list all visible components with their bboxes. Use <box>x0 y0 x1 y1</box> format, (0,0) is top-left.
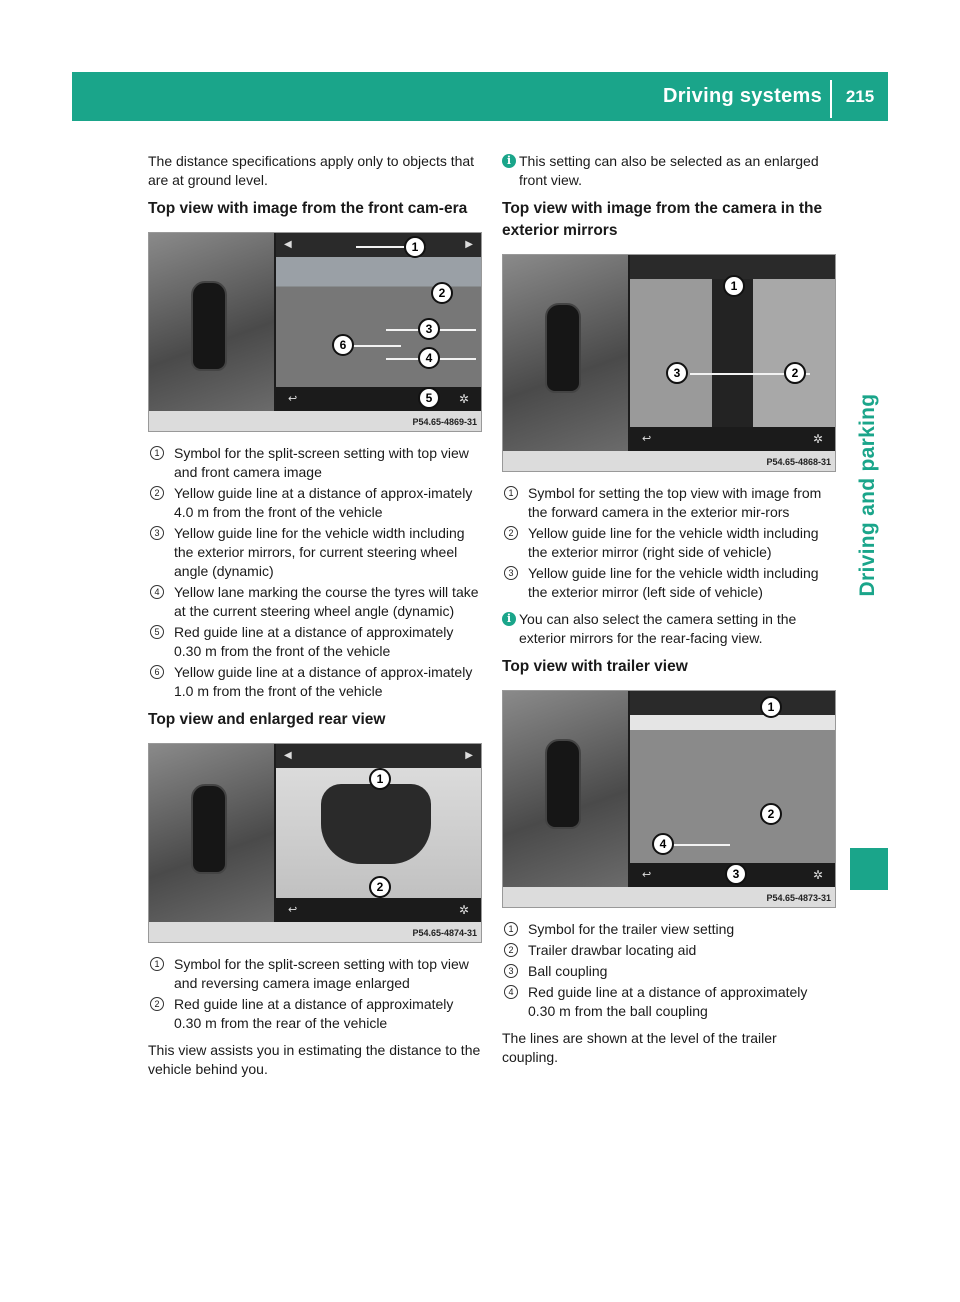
legend-front-camera <box>148 444 482 701</box>
legend-number: 6 <box>150 665 164 679</box>
callout-5: 5 <box>418 387 440 409</box>
legend-item <box>148 623 482 661</box>
camera-bottom-bar <box>630 427 835 451</box>
callout-1: 1 <box>404 236 426 258</box>
callout-1: 1 <box>369 768 391 790</box>
outro-text: This view assists you in estimating the distance to the vehicle behind you. <box>148 1042 481 1077</box>
legend-text: Yellow guide line for the vehicle width including the exterior mirror (left side of vehicle) <box>528 565 819 600</box>
legend-item <box>502 962 836 981</box>
camera-screen <box>503 255 835 451</box>
callout-2: 2 <box>431 282 453 304</box>
section-title-rear-view: Top view and enlarged rear view <box>148 711 386 728</box>
legend-item <box>148 955 482 993</box>
callout-2: 2 <box>760 803 782 825</box>
figure-rear-view <box>148 743 482 943</box>
legend-number: 1 <box>504 486 518 500</box>
section-title-trailer-view: Top view with trailer view <box>502 658 688 675</box>
legend-text: Symbol for the trailer view setting <box>528 921 735 937</box>
front-camera-pane <box>276 233 481 411</box>
legend-number: 1 <box>150 446 164 460</box>
info-note <box>502 610 836 648</box>
gear-icon[interactable]: ✲ <box>812 868 823 882</box>
back-arrow-icon[interactable]: ↩ <box>642 433 652 445</box>
legend-rear-view <box>148 955 482 1033</box>
legend-item <box>148 583 482 621</box>
camera-toolbar <box>630 691 835 715</box>
legend-number: 1 <box>150 957 164 971</box>
legend-text: Symbol for the split-screen setting with top view and front camera image <box>174 445 469 480</box>
legend-text: Trailer drawbar locating aid <box>528 942 697 958</box>
legend-item <box>148 524 482 581</box>
gear-icon[interactable]: ✲ <box>458 903 469 917</box>
callout-3: 3 <box>666 362 688 384</box>
legend-item <box>148 484 482 522</box>
callout-1: 1 <box>760 696 782 718</box>
legend-item <box>502 564 836 602</box>
figure-trailer-view <box>502 690 836 908</box>
callout-4: 4 <box>652 833 674 855</box>
callout-3: 3 <box>418 318 440 340</box>
vehicle-rear <box>321 784 431 864</box>
legend-item <box>502 941 836 960</box>
gear-icon[interactable]: ✲ <box>812 432 823 446</box>
chapter-title: Driving systems <box>662 85 822 107</box>
camera-screen <box>503 691 835 887</box>
info-icon: i <box>502 612 516 626</box>
figure-caption: P54.65-4873-31 <box>766 893 831 903</box>
callout-1: 1 <box>723 275 745 297</box>
legend-number: 3 <box>504 566 518 580</box>
left-column <box>148 152 482 1087</box>
camera-screen <box>149 744 481 922</box>
top-view-pane <box>149 744 274 922</box>
top-view-pane <box>149 233 274 411</box>
mirror-camera-pane <box>630 255 835 451</box>
top-view-pane <box>503 691 628 887</box>
legend-text: Ball coupling <box>528 963 608 979</box>
legend-number: 3 <box>504 964 518 978</box>
side-tab-marker <box>850 848 888 890</box>
legend-text: Yellow guide line at a distance of approx-imately 4.0 m from the front of the vehicle <box>174 485 473 520</box>
page-number: 215 <box>845 87 875 106</box>
legend-item <box>148 663 482 701</box>
header-separator <box>830 80 832 118</box>
info-text: This setting can also be selected as an enlarged front view. <box>519 153 819 188</box>
legend-number: 5 <box>150 625 164 639</box>
info-note <box>502 152 836 190</box>
rear-camera-pane <box>276 744 481 922</box>
side-tab-label: Driving and parking <box>856 393 879 597</box>
figure-front-camera <box>148 232 482 432</box>
legend-item <box>148 995 482 1033</box>
side-tab <box>848 160 888 830</box>
legend-number: 2 <box>504 943 518 957</box>
legend-number: 4 <box>504 985 518 999</box>
trailer-camera-pane <box>630 691 835 887</box>
legend-number: 2 <box>150 997 164 1011</box>
camera-screen <box>149 233 481 411</box>
legend-text: Yellow guide line for the vehicle width including the exterior mirrors, for current steering wheel angle (dynamic) <box>174 525 465 579</box>
callout-6: 6 <box>332 334 354 356</box>
info-text: You can also select the camera setting in the exterior mirrors for the rear-facing view. <box>519 611 797 646</box>
back-arrow-icon[interactable]: ↩ <box>288 393 298 405</box>
arrow-right-icon[interactable]: ▶ <box>465 239 473 250</box>
legend-number: 2 <box>150 486 164 500</box>
figure-caption: P54.65-4868-31 <box>766 457 831 467</box>
callout-line <box>670 844 730 846</box>
figure-mirror-camera <box>502 254 836 472</box>
back-arrow-icon[interactable]: ↩ <box>288 904 298 916</box>
legend-text: Red guide line at a distance of approximately 0.30 m from the ball coupling <box>528 984 808 1019</box>
gear-icon[interactable]: ✲ <box>458 392 469 406</box>
legend-item <box>502 484 836 522</box>
camera-bottom-bar <box>276 898 481 922</box>
legend-text: Yellow guide line for the vehicle width including the exterior mirror (right side of vehicle) <box>528 525 819 560</box>
legend-text: Symbol for the split-screen setting with top view and reversing camera image enlarged <box>174 956 469 991</box>
vehicle-top-view <box>545 739 581 829</box>
vehicle-top-view <box>545 303 581 393</box>
info-icon: i <box>502 154 516 168</box>
legend-number: 2 <box>504 526 518 540</box>
section-title-mirror-camera: Top view with image from the camera in the exterior mirrors <box>502 200 823 239</box>
camera-toolbar <box>276 233 481 257</box>
section-title-front-camera: Top view with image from the front cam-era <box>148 200 468 217</box>
legend-number: 4 <box>150 585 164 599</box>
intro-text: The distance specifications apply only to objects that are at ground level. <box>148 153 475 188</box>
legend-text: Red guide line at a distance of approximately 0.30 m from the front of the vehicle <box>174 624 454 659</box>
arrow-left-icon[interactable]: ◀ <box>284 750 292 761</box>
vehicle-top-view <box>191 281 227 371</box>
figure-caption: P54.65-4869-31 <box>412 417 477 427</box>
legend-number: 3 <box>150 526 164 540</box>
page-header <box>72 72 888 121</box>
legend-text: Yellow lane marking the course the tyres will take at the current steering wheel angle (dynamic) <box>174 584 479 619</box>
arrow-left-icon[interactable]: ◀ <box>284 239 292 250</box>
legend-mirror-camera <box>502 484 836 602</box>
arrow-right-icon[interactable]: ▶ <box>465 750 473 761</box>
callout-2: 2 <box>369 876 391 898</box>
legend-text: Symbol for setting the top view with image from the forward camera in the exterior mir-rors <box>528 485 822 520</box>
legend-text: Red guide line at a distance of approximately 0.30 m from the rear of the vehicle <box>174 996 454 1031</box>
legend-number: 1 <box>504 922 518 936</box>
callout-4: 4 <box>418 347 440 369</box>
back-arrow-icon[interactable]: ↩ <box>642 869 652 881</box>
outro-text: The lines are shown at the level of the trailer coupling. <box>502 1030 777 1065</box>
camera-bottom-bar <box>276 387 481 411</box>
legend-trailer-view <box>502 920 836 1021</box>
camera-toolbar <box>276 744 481 768</box>
legend-item <box>502 524 836 562</box>
legend-item <box>502 920 836 939</box>
legend-text: Yellow guide line at a distance of approx-imately 1.0 m from the front of the vehicle <box>174 664 473 699</box>
vehicle-top-view <box>191 784 227 874</box>
legend-item <box>148 444 482 482</box>
right-column <box>502 152 836 1075</box>
figure-caption: P54.65-4874-31 <box>412 928 477 938</box>
callout-line <box>351 345 401 347</box>
legend-item <box>502 983 836 1021</box>
callout-3: 3 <box>725 863 747 885</box>
top-view-pane <box>503 255 628 451</box>
callout-2: 2 <box>784 362 806 384</box>
